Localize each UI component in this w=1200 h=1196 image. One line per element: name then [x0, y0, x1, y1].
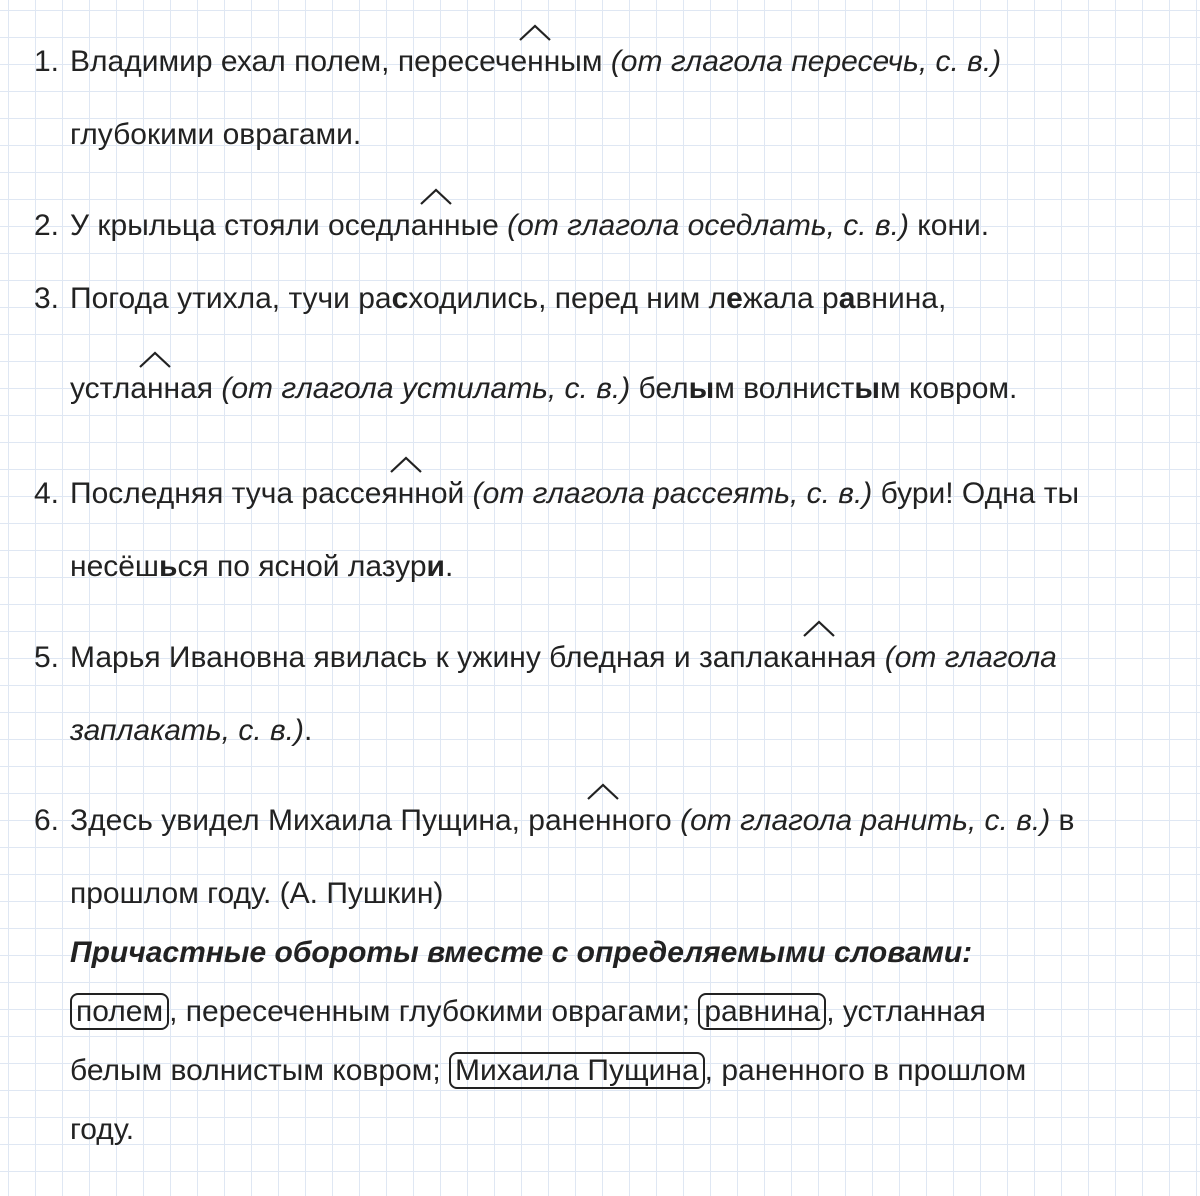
verb-note: (от глагола устилать, с. в.) [221, 372, 631, 405]
sentence-3-line-1: Погода утихла, тучи расходились, перед ним лежала равнина, [70, 282, 947, 315]
suffix-mark: н [527, 44, 544, 80]
suffix-mark: н [427, 208, 444, 244]
sentence-1-line-2: глубокими оврагами. [70, 118, 362, 151]
caret-mark-icon [802, 620, 836, 638]
item-number: 6. [34, 804, 60, 837]
highlighted-letter: ы [854, 372, 880, 405]
sentence-4-line-2: несёшься по ясной лазури. [70, 550, 454, 583]
suffix-mark: н [595, 803, 612, 839]
defined-word-box: равнина [698, 993, 826, 1030]
highlighted-letter: ь [159, 550, 178, 583]
caret-mark-icon [518, 24, 552, 42]
highlighted-letter: е [726, 282, 743, 315]
defined-word-box: полем [70, 993, 169, 1030]
item-number: 3. [34, 282, 60, 315]
highlighted-letter: и [426, 550, 445, 583]
suffix-mark: н [398, 476, 415, 512]
verb-note: (от глагола пересечь, с. в.) [610, 45, 1002, 78]
sentence-6-line-1: Здесь увидел Михаила Пущина, ране нного (от глагола ранить, с. в.) в [70, 803, 1075, 839]
caret-mark-icon [138, 351, 172, 369]
summary-line-3: году. [70, 1113, 135, 1146]
caret-mark-icon [419, 188, 453, 206]
item-number: 2. [34, 209, 60, 242]
highlighted-letter: с [391, 282, 409, 315]
suffix-mark: н [810, 640, 827, 676]
sentence-4-line-1: Последняя туча рассея нной (от глагола рассеять, с. в.) бури! Одна ты [70, 476, 1079, 512]
verb-note: заплакать, с. в.) [70, 714, 305, 747]
verb-note: (от глагола оседлать, с. в.) [507, 209, 909, 242]
summary-line-2: белым волнистым ковром; Михаила Пущина , раненного в прошлом [70, 1054, 1027, 1087]
item-number: 5. [34, 641, 60, 674]
item-number: 4. [34, 477, 60, 510]
summary-heading: Причастные обороты вместе с определяемыми словами: [70, 936, 973, 969]
sentence-2-line-1: У крыльца стояли оседла нные (от глагола оседлать, с. в.) кони. [70, 208, 989, 244]
item-number: 1. [34, 45, 60, 78]
verb-note: (от глагола ранить, с. в.) [680, 804, 1051, 837]
verb-note: (от глагола [884, 641, 1057, 674]
highlighted-letter: ы [688, 372, 715, 405]
summary-line-1: полем , пересеченным глубокими оврагами; равнина , устланная [70, 994, 986, 1030]
sentence-5-line-2: заплакать, с. в.). [70, 714, 313, 747]
sentence-5-line-1: Марья Ивановна явилась к ужину бледная и заплака нная (от глагола [70, 640, 1057, 676]
caret-mark-icon [586, 783, 620, 801]
highlighted-letter: а [838, 282, 856, 315]
sentence-3-line-2: устла нная (от глагола устилать, с. в.) белым волнистым ковром. [70, 371, 1017, 407]
suffix-mark: н [147, 371, 164, 407]
caret-mark-icon [389, 456, 423, 474]
sentence-6-line-2: прошлом году. (А. Пушкин) [70, 877, 444, 910]
defined-word-box: Михаила Пущина [449, 1052, 705, 1089]
sentence-1-line-1: Владимир ехал полем, пересече нным (от глагола пересечь, с. в.) [70, 44, 1001, 80]
verb-note: (от глагола рассеять, с. в.) [472, 477, 873, 510]
